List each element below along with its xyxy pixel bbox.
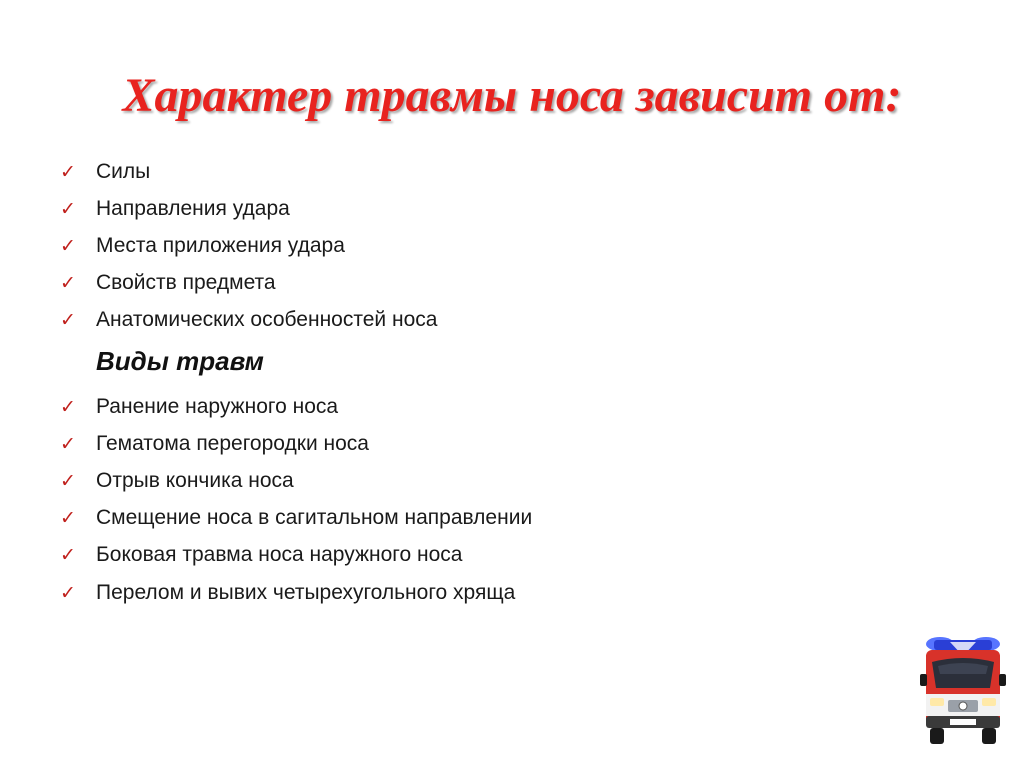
list-item-text: Места приложения удара bbox=[96, 233, 345, 257]
list-item-text: Смещение носа в сагитальном направлении bbox=[96, 506, 533, 530]
check-icon: ✓ bbox=[60, 197, 76, 220]
check-icon: ✓ bbox=[60, 581, 76, 604]
list-item bbox=[60, 227, 437, 264]
subheading-injury-types: Виды травм bbox=[96, 346, 264, 376]
list-item-text: Ранение наружного носа bbox=[96, 394, 339, 418]
list-item-text: Гематома перегородки носа bbox=[96, 431, 369, 455]
list-item-text: Свойств предмета bbox=[96, 271, 276, 295]
check-icon: ✓ bbox=[60, 309, 76, 332]
check-icon: ✓ bbox=[60, 544, 76, 567]
slide-title: Характер травмы носа зависит от: bbox=[122, 69, 902, 122]
list-item bbox=[60, 265, 437, 302]
list-item-text: Перелом и вывих четырехугольного хряща bbox=[96, 580, 516, 604]
list-item bbox=[60, 388, 532, 425]
list-item-text: Направления удара bbox=[96, 196, 290, 220]
list-item-text: Анатомических особенностей носа bbox=[96, 308, 438, 332]
list-item-text: Отрыв кончика носа bbox=[96, 468, 294, 492]
check-icon: ✓ bbox=[60, 395, 76, 418]
injury-types-list bbox=[60, 388, 532, 611]
list-item bbox=[60, 500, 532, 537]
list-item-text: Силы bbox=[96, 159, 151, 183]
check-icon: ✓ bbox=[60, 507, 76, 530]
list-item bbox=[60, 190, 437, 227]
list-item-text: Боковая травма носа наружного носа bbox=[96, 543, 463, 567]
list-item bbox=[60, 537, 532, 574]
factors-list bbox=[60, 153, 437, 339]
list-item bbox=[60, 574, 532, 611]
check-icon: ✓ bbox=[60, 272, 76, 295]
list-item bbox=[60, 153, 437, 190]
check-icon: ✓ bbox=[60, 160, 76, 183]
check-icon: ✓ bbox=[60, 432, 76, 455]
ambulance-icon bbox=[920, 634, 1006, 748]
list-item bbox=[60, 462, 532, 499]
list-item bbox=[60, 425, 532, 462]
check-icon: ✓ bbox=[60, 469, 76, 492]
check-icon: ✓ bbox=[60, 234, 76, 257]
list-item bbox=[60, 302, 437, 339]
